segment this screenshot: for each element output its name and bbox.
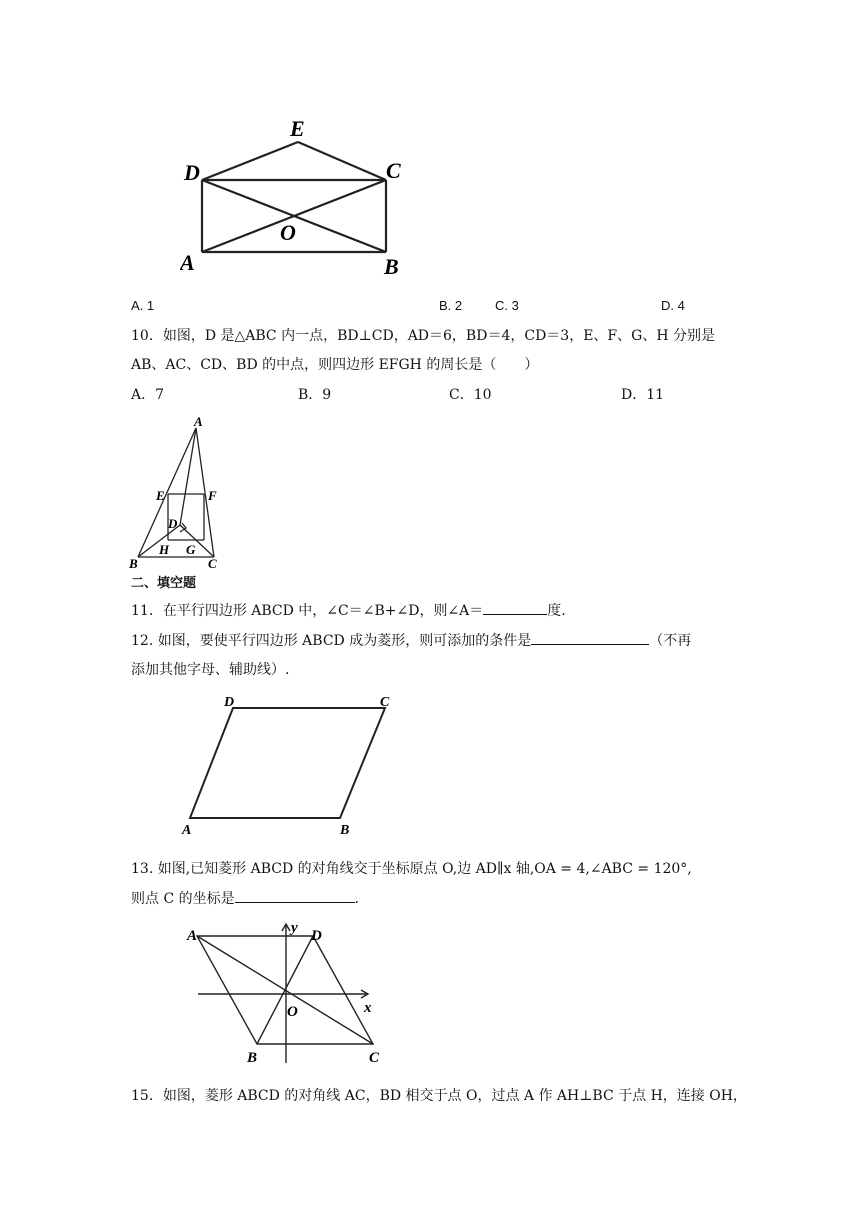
- q9-option-a[interactable]: A. 1: [131, 298, 155, 313]
- label-a: A: [182, 823, 192, 838]
- label-a: A: [180, 250, 195, 275]
- q10-option-b[interactable]: B．9: [298, 387, 332, 403]
- label-d: D: [184, 160, 200, 185]
- q13-figure: [183, 918, 403, 1070]
- label-c: C: [386, 158, 401, 183]
- q12-question-line1: [131, 630, 691, 651]
- q11-question: [131, 600, 566, 621]
- parallelogram-abcd: [190, 708, 385, 818]
- segment-ec: [298, 142, 386, 180]
- label-b: B: [129, 556, 138, 571]
- q9-option-d[interactable]: D. 4: [661, 298, 685, 313]
- q9-option-c[interactable]: C. 3: [495, 298, 519, 313]
- diagonal-bd: [257, 936, 313, 1044]
- q12-text-after: （不再: [649, 633, 692, 649]
- label-b: B: [340, 823, 350, 838]
- q9-figure: [180, 112, 410, 282]
- label-d: D: [168, 516, 178, 531]
- q10-question-line1: 10．如图，D 是△ABC 内一点，BD⊥CD，AD＝6，BD＝4，CD＝3，E、F、G、H 分别是: [131, 328, 715, 344]
- label-c: C: [208, 556, 217, 571]
- q11-answer-blank[interactable]: [483, 600, 547, 615]
- q12-answer-blank[interactable]: [531, 630, 649, 645]
- label-c: C: [380, 695, 390, 710]
- q9-option-b[interactable]: B. 2: [439, 298, 463, 313]
- q12-text-before: 12. 如图，要使平行四边形 ABCD 成为菱形，则可添加的条件是: [131, 633, 532, 649]
- label-a: A: [194, 414, 203, 429]
- label-e: E: [290, 116, 305, 141]
- q13-question-line2: [131, 888, 359, 909]
- q10-question-line2: AB、AC、CD、BD 的中点，则四边形 EFGH 的周长是（ ）: [131, 357, 539, 373]
- segment-de: [202, 142, 298, 180]
- label-d: D: [311, 928, 322, 944]
- q15-question-line1: 15．如图，菱形 ABCD 的对角线 AC，BD 相交于点 O，过点 A 作 AH⊥BC 于点 H，连接 OH，: [131, 1088, 747, 1104]
- segment-ad: [180, 428, 196, 525]
- q12-question-line2: 添加其他字母、辅助线）.: [131, 662, 290, 678]
- label-a: A: [187, 928, 198, 944]
- label-h: H: [159, 542, 170, 557]
- q10-option-d[interactable]: D．11: [621, 387, 665, 403]
- q10-option-a[interactable]: A．7: [131, 387, 165, 403]
- label-f: F: [208, 488, 217, 503]
- label-o: O: [280, 220, 296, 245]
- label-o: O: [287, 1004, 298, 1020]
- q11-text-after: 度.: [547, 603, 566, 619]
- label-b: B: [384, 254, 399, 279]
- q13-question-line1: 13. 如图,已知菱形 ABCD 的对角线交于坐标原点 O,边 AD∥x 轴,OA = 4,∠ABC = 120°,: [131, 861, 692, 877]
- q11-text-before: 11．在平行四边形 ABCD 中，∠C＝∠B+∠D，则∠A＝: [131, 603, 484, 619]
- label-y: y: [291, 920, 298, 936]
- label-c: C: [369, 1050, 380, 1066]
- segment-ab: [138, 428, 196, 557]
- label-e: E: [156, 488, 165, 503]
- q10-option-c[interactable]: C．10: [449, 387, 492, 403]
- label-g: G: [186, 542, 196, 557]
- q12-figure: [178, 688, 398, 838]
- q10-figure: [126, 412, 226, 572]
- label-x: x: [364, 1000, 372, 1016]
- label-b: B: [247, 1050, 258, 1066]
- section-title: 二、填空题: [131, 575, 197, 590]
- q13-answer-blank[interactable]: [235, 888, 355, 903]
- label-d: D: [224, 695, 235, 710]
- q13-text-after: .: [354, 891, 360, 907]
- q13-text-before: 则点 C 的坐标是: [131, 891, 235, 907]
